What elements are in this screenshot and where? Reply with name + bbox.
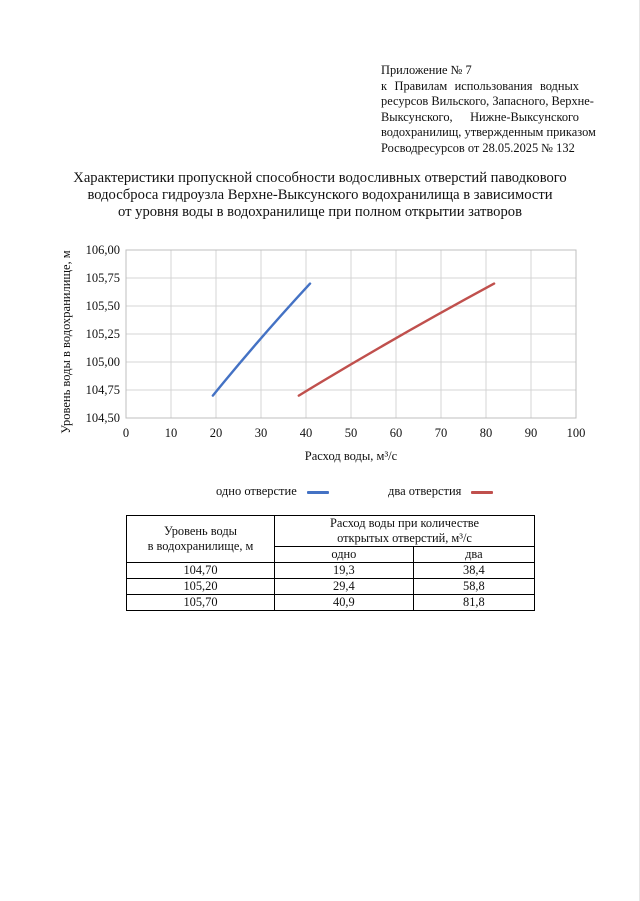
legend-label-one: одно отверстие [216,484,297,498]
subheader-two: два [413,547,534,563]
x-tick-label: 10 [164,426,178,440]
x-tick-label: 50 [344,426,358,440]
legend-swatch-two [471,491,493,494]
cell-level: 104,70 [127,563,275,579]
table-row [127,595,535,611]
legend-label-two: два отверстия [388,484,462,498]
annex-line: Росводресурсов от 28.05.2025 № 132 [381,140,575,155]
x-tick-label: 60 [389,426,403,440]
heading-line: Характеристики пропускной способности водосливных отверстий паводкового [73,170,567,186]
legend-swatch-one [307,491,329,494]
annex-line: Выксунского, Нижне-Выксунского [381,109,579,124]
cell-level: 105,70 [127,595,275,611]
y-tick-label: 105,00 [85,355,120,369]
x-tick-label: 100 [566,426,586,440]
heading-line: от уровня воды в водохранилище при полном открытии затворов [118,204,522,220]
document-heading [60,170,580,221]
annex-line: к Правилам использования водных [381,78,579,93]
cell-one: 40,9 [275,595,414,611]
x-tick-label: 20 [209,426,223,440]
discharge-table [126,515,535,611]
x-tick-label: 30 [254,426,268,440]
annex-title: Приложение № 7 [381,63,472,77]
x-tick-label: 80 [479,426,493,440]
subheader-one: одно [275,547,414,563]
legend-item-two [388,484,493,499]
cell-one: 29,4 [275,579,414,595]
legend-item-one [216,484,329,499]
x-tick-label: 0 [122,426,130,440]
table-row [127,579,535,595]
x-tick-label: 40 [299,426,313,440]
cell-one: 19,3 [275,563,414,579]
header-discharge: Расход воды при количестве открытых отверстий, м³/с [275,516,535,547]
y-tick-label: 104,75 [85,383,120,397]
rating-chart [56,238,586,468]
heading-line: водосброса гидроузла Верхне-Выксунского водохранилища в зависимости [87,187,553,203]
y-tick-label: 105,25 [85,327,120,341]
y-tick-label: 105,50 [85,299,120,313]
y-axis-label: Уровень воды в водохранилище, м [59,250,73,434]
y-tick-label: 105,75 [85,271,120,285]
x-axis-label: Расход воды, м³/с [304,449,398,463]
x-tick-label: 70 [434,426,448,440]
table-row [127,563,535,579]
y-tick-label: 106,00 [85,243,120,257]
y-tick-label: 104,50 [85,411,120,425]
annex-line: водохранилищ, утвержденным приказом [381,125,596,140]
annex-line: ресурсов Вильского, Запасного, Верхне- [381,94,594,109]
cell-two: 58,8 [413,579,534,595]
annex-block [381,63,596,157]
cell-two: 81,8 [413,595,534,611]
x-tick-label: 90 [524,426,538,440]
cell-level: 105,20 [127,579,275,595]
header-level: Уровень воды в водохранилище, м [127,516,275,563]
cell-two: 38,4 [413,563,534,579]
